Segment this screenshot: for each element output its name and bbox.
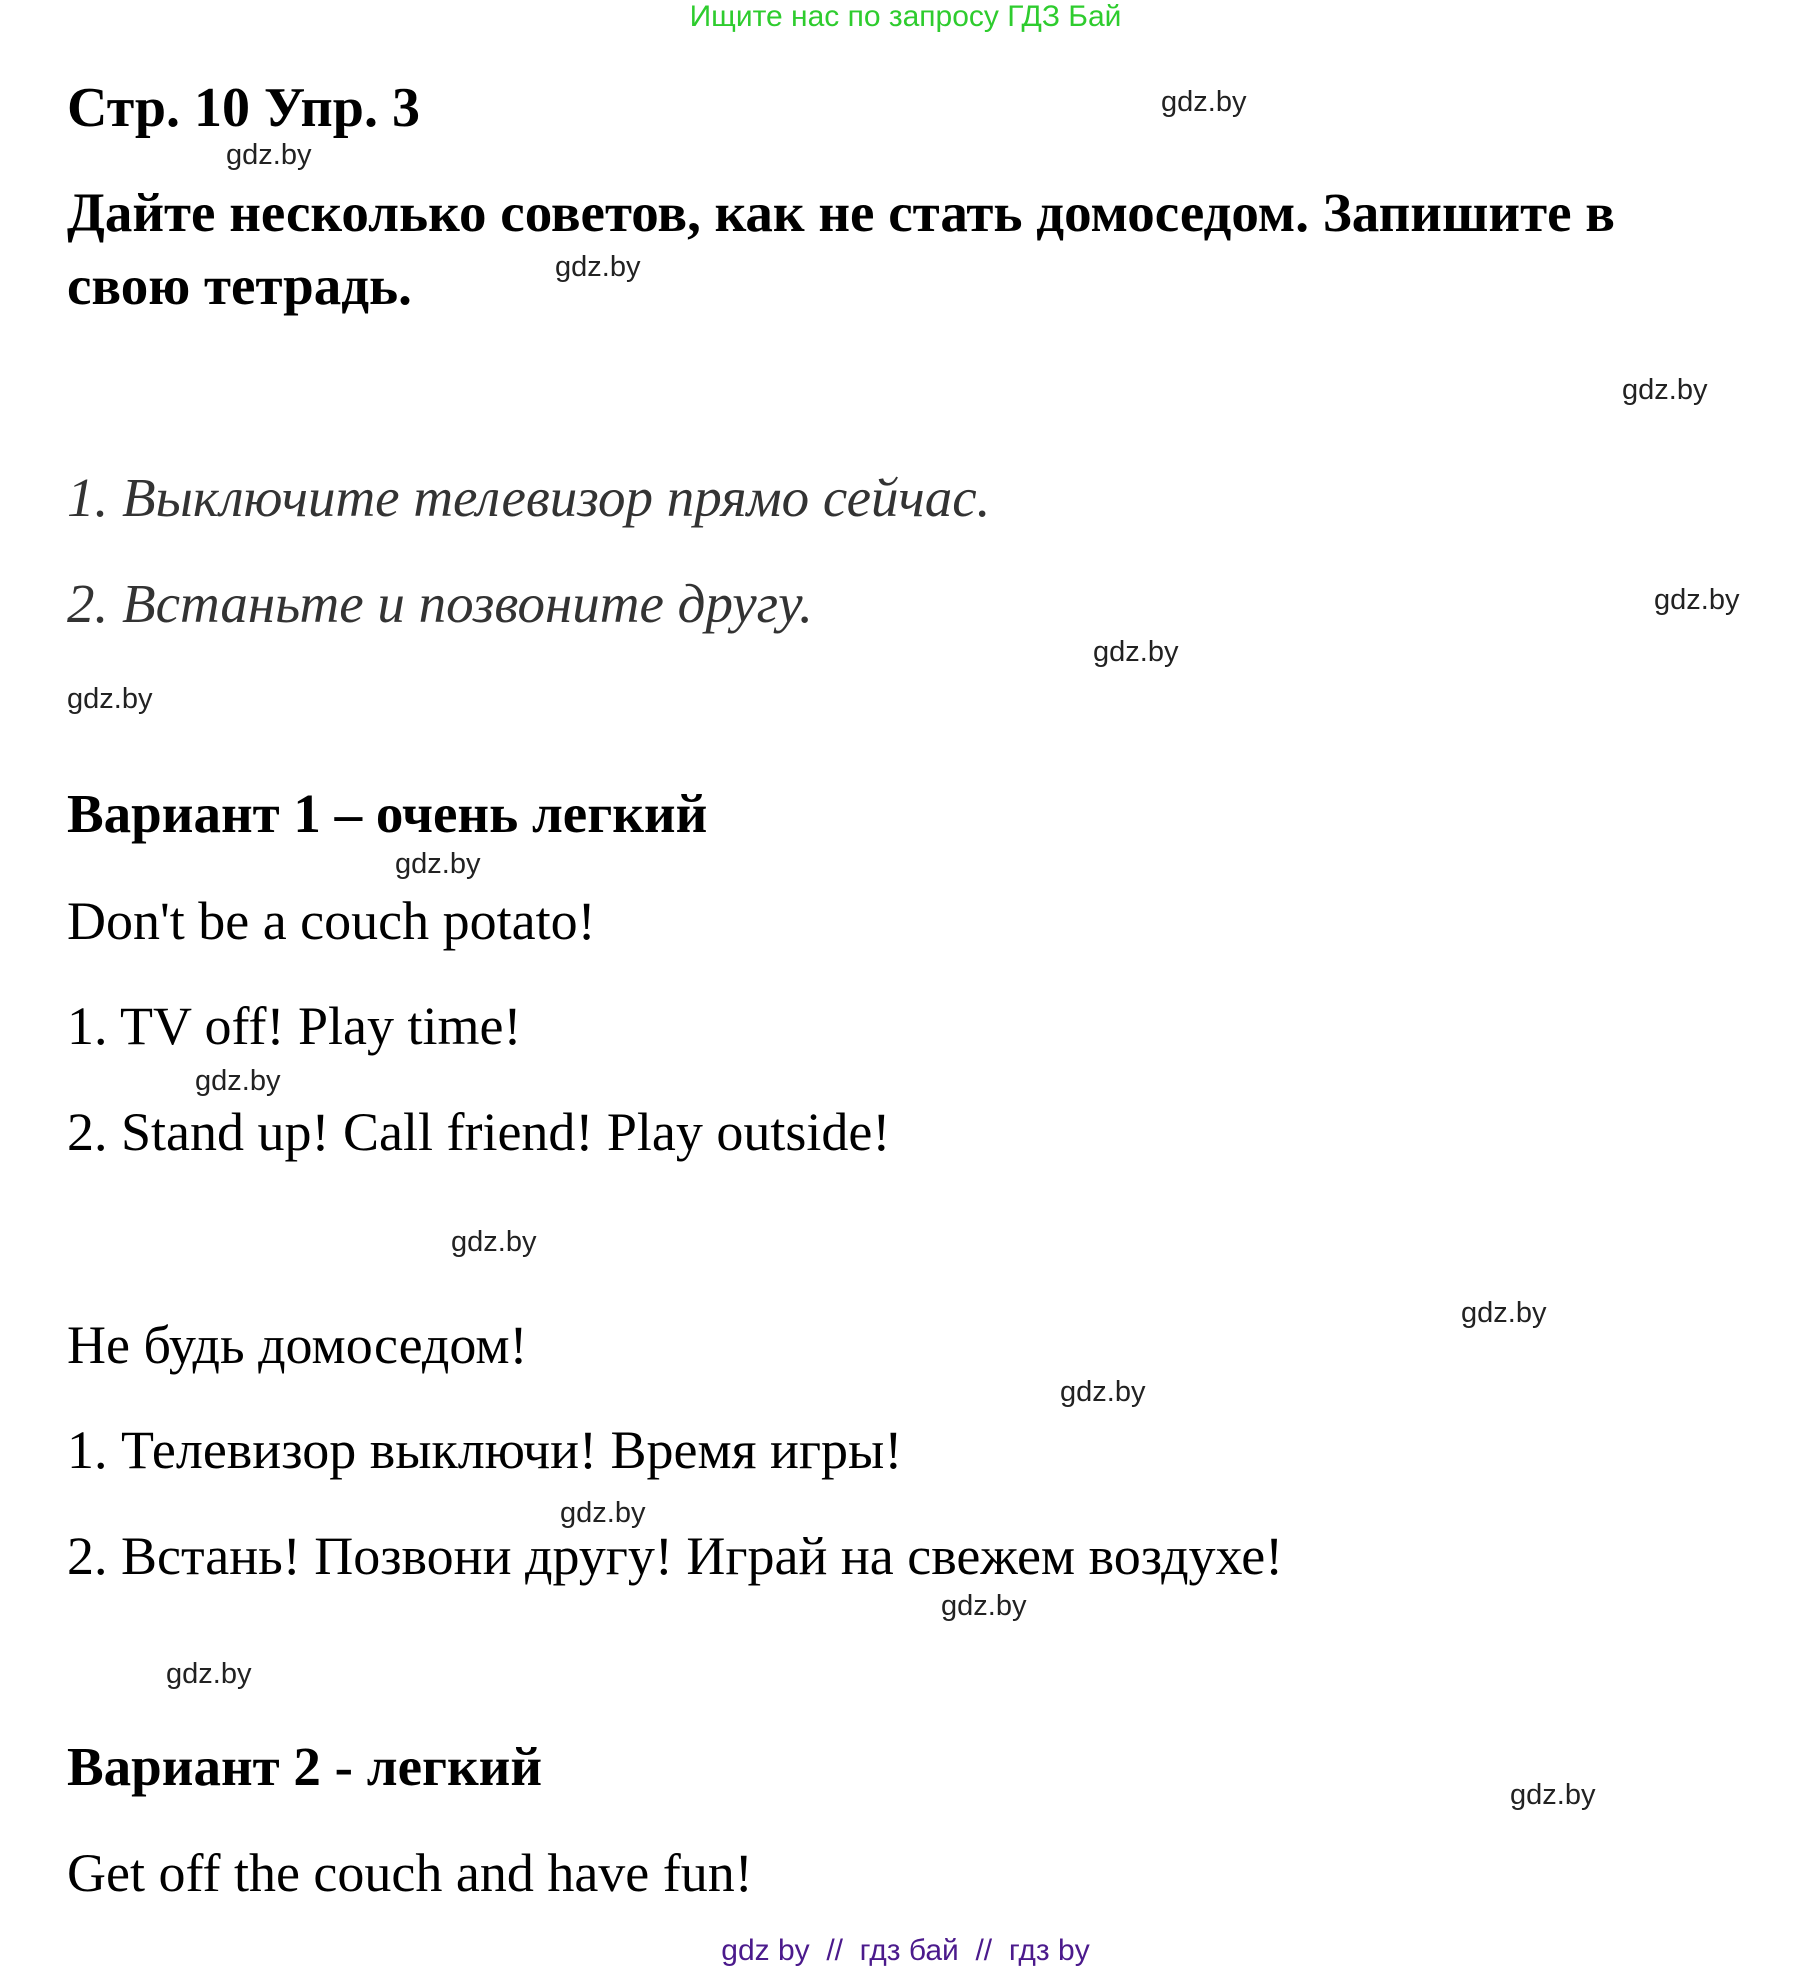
watermark: gdz.by [1654,584,1740,616]
watermark: gdz.by [166,1658,252,1690]
top-banner[interactable]: Ищите нас по запросу ГДЗ Бай [689,0,1122,33]
variant2-heading: Вариант 2 - легкий [67,1736,543,1797]
variant1-heading: Вариант 1 – очень легкий [67,783,708,844]
task-line-1: Дайте несколько советов, как не стать домоседом. Запишите в [67,182,1615,243]
variant1-en-2: 2. Stand up! Call friend! Play outside! [67,1102,891,1162]
translation-line-1: 1. Выключите телевизор прямо сейчас. [67,467,991,528]
page-title: Стр. 10 Упр. 3 [67,77,420,139]
watermark: gdz.by [1093,636,1179,668]
variant1-en-0: Don't be a couch potato! [67,891,596,951]
watermark: gdz.by [226,139,312,171]
task-line-2: свою тетрадь. [67,255,412,316]
watermark: gdz.by [941,1590,1027,1622]
watermark: gdz.by [555,251,641,283]
variant2-en-0: Get off the couch and have fun! [67,1843,753,1903]
watermark: gdz.by [395,848,481,880]
variant1-ru-2: 2. Встань! Позвони другу! Играй на свежем воздухе! [67,1526,1284,1586]
watermark: gdz.by [1161,86,1247,118]
variant1-ru-1: 1. Телевизор выключи! Время игры! [67,1420,903,1480]
variant1-en-1: 1. TV off! Play time! [67,996,522,1056]
watermark: gdz.by [67,683,153,715]
watermark: gdz.by [1461,1297,1547,1329]
variant1-ru-0: Не будь домоседом! [67,1315,528,1375]
watermark: gdz.by [195,1065,281,1097]
footer-links[interactable]: gdz by // гдз бай // гдз by [721,1934,1090,1967]
watermark: gdz.by [1510,1779,1596,1811]
watermark: gdz.by [451,1226,537,1258]
translation-line-2: 2. Встаньте и позвоните другу. [67,573,813,634]
watermark: gdz.by [1622,374,1708,406]
watermark: gdz.by [560,1497,646,1529]
watermark: gdz.by [1060,1376,1146,1408]
